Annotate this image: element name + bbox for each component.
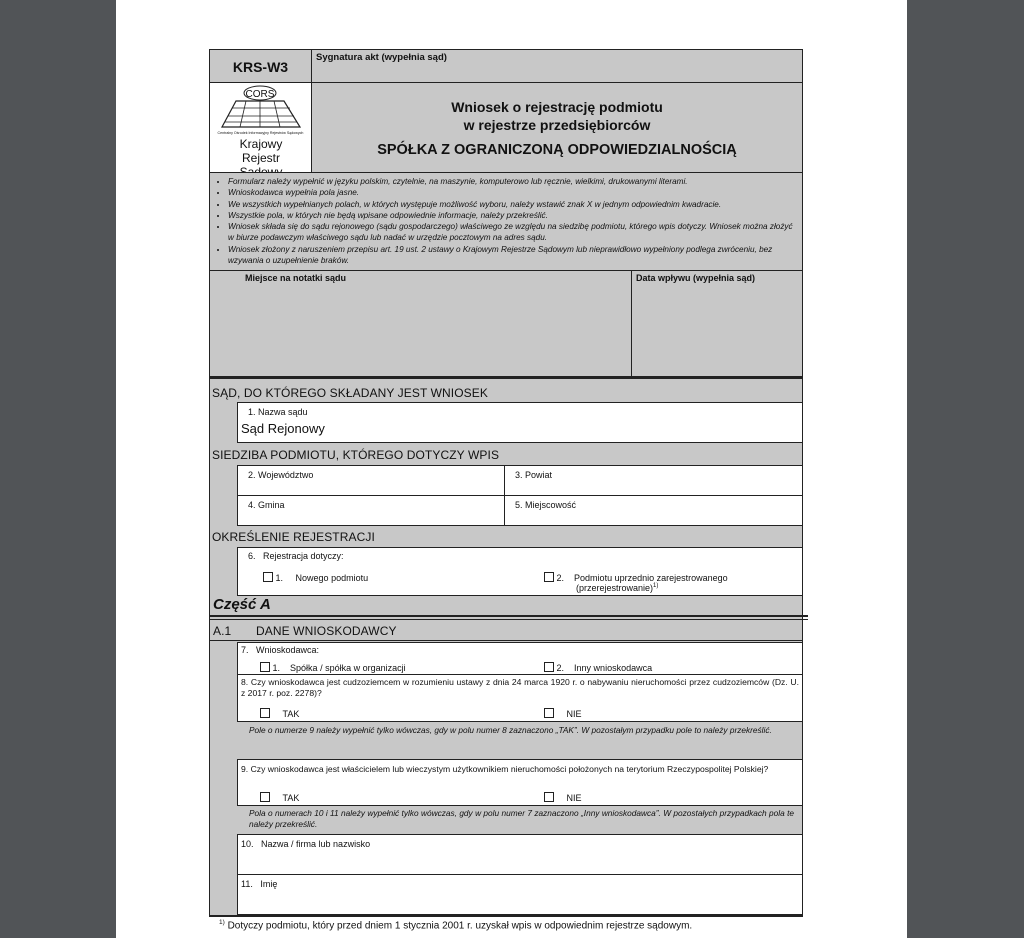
a1-code: A.1 — [213, 624, 232, 638]
signature-cell — [311, 49, 803, 83]
option-new-entity-label: Nowego podmiotu — [295, 573, 369, 583]
title-line-2: w rejestrze przedsiębiorców — [463, 117, 651, 133]
option-re-registration-sub-row — [576, 583, 658, 593]
cors-logo-icon — [210, 83, 311, 135]
part-a-title: Część A — [213, 596, 271, 613]
field10-row — [241, 839, 370, 849]
instruction-item: • We wszystkich wypełnianych polach, w których występuje możliwość wyboru, należy wstawić znak X w jednym odpowiednim kwadracie. — [228, 199, 798, 210]
checkbox-other-applicant[interactable] — [544, 662, 554, 672]
field10-label: Nazwa / firma lub nazwisko — [261, 839, 371, 849]
a1-header — [209, 621, 803, 641]
field11-row — [241, 879, 277, 889]
instruction-item: • Wnioskodawca wypełnia pola jasne. — [228, 187, 798, 198]
field9-num: 9. — [241, 764, 249, 774]
title-line-1: Wniosek o rejestrację podmiotu — [451, 99, 663, 115]
option-new-entity[interactable] — [263, 572, 368, 583]
registry-name: Krajowy Rejestr — [239, 137, 283, 165]
court-notes-label: Miejsce na notatki sądu — [245, 273, 347, 283]
instruction-item: • Wniosek złożony z naruszeniem przepisu art. 19 ust. 2 ustawy o Krajowym Rejestrze Sądowym lub nieprawidłowo wypełniony podlega zwróceniu, bez wzywania o uzupełnienie braków. — [228, 244, 798, 267]
field9-no-option[interactable] — [544, 792, 582, 803]
option-other-label: Inny wnioskodawca — [574, 663, 653, 673]
seat-section-title: SIEDZIBA PODMIOTU, KTÓREGO DOTYCZY WPIS — [212, 448, 500, 462]
field7-num: 7. — [241, 645, 249, 655]
field8-yes-label: TAK — [282, 709, 300, 719]
footnote-text: Dotyczy podmiotu, który przed dniem 1 stycznia 2001 r. uzyskał wpis w odpowiednim rejestrze sądowym. — [227, 920, 693, 932]
logo-subtext: Centralny Ośrodek Informacyjny Rejestrów Sądowych — [217, 131, 304, 135]
note-after-field9: Pola o numerach 10 i 11 należy wypełnić tylko wówczas, gdy w polu numer 7 zaznaczono „Inny wnioskodawca”. W pozostałych przypadkach pola te należy przekreślić. — [249, 808, 794, 829]
checkbox-field9-yes[interactable] — [260, 792, 270, 802]
field8-num: 8. — [241, 677, 249, 687]
option-other-num: 2. — [556, 663, 565, 673]
field6-num: 6. — [248, 551, 256, 561]
title-cell — [311, 82, 803, 173]
commune-field[interactable] — [237, 495, 505, 526]
field8-text: Czy wnioskodawca jest cudzoziemcem w rozumieniu ustawy z dnia 24 marca 1920 r. o nabywaniu nieruchomości przez cudzoziemców (Dz. U. z 2017 r. poz. 2278)? — [241, 677, 800, 698]
voivodeship-field[interactable] — [237, 465, 505, 496]
name-field[interactable] — [237, 834, 803, 875]
option-re-registration-label: Podmiotu uprzednio zarejestrowanego — [574, 573, 728, 583]
field8-no-label: NIE — [566, 709, 582, 719]
form-bottom-border — [209, 915, 803, 917]
instruction-item: • Wniosek składa się do sądu rejonowego (sądu gospodarczego) właściwego ze względu na siedzibę podmiotu, którego wpis dotyczy. Wniosek można złożyć w biurze podawczym właściwego sądu lub nadać w urzędzie pocztowym na adres sądu. — [228, 221, 798, 244]
option-company-label: Spółka / spółka w organizacji — [290, 663, 406, 673]
logo-cell — [209, 82, 312, 173]
checkbox-re-registration[interactable] — [544, 572, 554, 582]
date-received-label: Data wpływu (wypełnia sąd) — [636, 273, 756, 283]
court-name-label: 1. Nazwa sądu — [248, 407, 308, 417]
property-question-field — [237, 759, 803, 806]
option-re-registration[interactable] — [544, 572, 728, 583]
part-a-divider-bottom — [209, 619, 808, 620]
signature-label: Sygnatura akt (wypełnia sąd) — [316, 52, 447, 63]
court-section-title: SĄD, DO KTÓREGO SKŁADANY JEST WNIOSEK — [212, 386, 488, 400]
field8-no-option[interactable] — [544, 708, 582, 719]
option-new-entity-num: 1. — [275, 573, 284, 583]
footnote-ref: 1) — [653, 583, 659, 589]
instruction-item: • Wszystkie pola, w których nie będą wpisane odpowiednie informacje, należy przekreślić. — [228, 210, 798, 221]
option-company-num: 1. — [272, 663, 281, 673]
form-code-cell — [209, 49, 312, 83]
date-received-box — [631, 270, 803, 377]
field9-yes-option[interactable] — [260, 792, 299, 803]
checkbox-new-entity[interactable] — [263, 572, 273, 582]
field9-yes-label: TAK — [282, 793, 300, 803]
field9-question — [241, 764, 799, 775]
logo-text: CORS — [245, 89, 275, 100]
field9-no-label: NIE — [566, 793, 582, 803]
district-field[interactable] — [504, 465, 803, 496]
court-name-field[interactable] — [237, 402, 803, 443]
checkbox-field9-no[interactable] — [544, 792, 554, 802]
checkbox-field8-yes[interactable] — [260, 708, 270, 718]
field6-row — [248, 551, 344, 561]
instructions-list — [214, 176, 798, 266]
option-re-registration-num: 2. — [556, 573, 565, 583]
document-page — [116, 0, 907, 938]
checkbox-company[interactable] — [260, 662, 270, 672]
title-line-3: SPÓŁKA Z OGRANICZONĄ ODPOWIEDZIALNOŚCIĄ — [377, 142, 737, 158]
field8-yes-option[interactable] — [260, 708, 299, 719]
registration-field — [237, 547, 803, 596]
district-label: 3. Powiat — [515, 470, 553, 480]
field6-label: Rejestracja dotyczy: — [263, 551, 344, 561]
option-other-applicant[interactable] — [544, 662, 652, 673]
instruction-item: • Formularz należy wypełnić w języku polskim, czytelnie, na maszynie, komputerowo lub ręcznie, wielkimi, drukowanymi literami. — [228, 176, 798, 187]
registration-section-title: OKREŚLENIE REJESTRACJI — [212, 530, 375, 544]
applicant-field — [237, 642, 803, 675]
field10-num: 10. — [241, 839, 254, 849]
field9-text: Czy wnioskodawca jest właścicielem lub wieczystym użytkownikiem nieruchomości położonych na terytorium Rzeczypospolitej Polskiej? — [250, 764, 769, 774]
instructions-box — [209, 172, 803, 271]
court-notes-box — [209, 270, 632, 377]
field8-question — [241, 677, 799, 699]
option-company[interactable] — [260, 662, 406, 673]
part-a-divider-top — [209, 615, 808, 617]
option-re-registration-sub: (przerejestrowanie) — [576, 583, 654, 593]
first-name-field[interactable] — [237, 874, 803, 915]
field11-label: Imię — [260, 879, 278, 889]
field7-row — [241, 645, 319, 655]
locality-field[interactable] — [504, 495, 803, 526]
form-code: KRS-W3 — [232, 59, 289, 75]
a1-title: DANE WNIOSKODAWCY — [256, 624, 397, 638]
checkbox-field8-no[interactable] — [544, 708, 554, 718]
field7-label: Wnioskodawca: — [256, 645, 320, 655]
commune-label: 4. Gmina — [248, 500, 285, 510]
footnote — [219, 919, 692, 931]
field11-num: 11. — [241, 879, 253, 889]
footnote-marker: 1) — [219, 919, 225, 926]
note-after-field8: Pole o numerze 9 należy wypełnić tylko wówczas, gdy w polu numer 8 zaznaczono „TAK”. W pozostałym przypadku pole to należy przekreślić. — [249, 725, 772, 735]
foreigner-question-field — [237, 674, 803, 722]
voivodeship-label: 2. Województwo — [248, 470, 314, 480]
locality-label: 5. Miejscowość — [515, 500, 577, 510]
court-name-value: Sąd Rejonowy — [241, 421, 325, 436]
